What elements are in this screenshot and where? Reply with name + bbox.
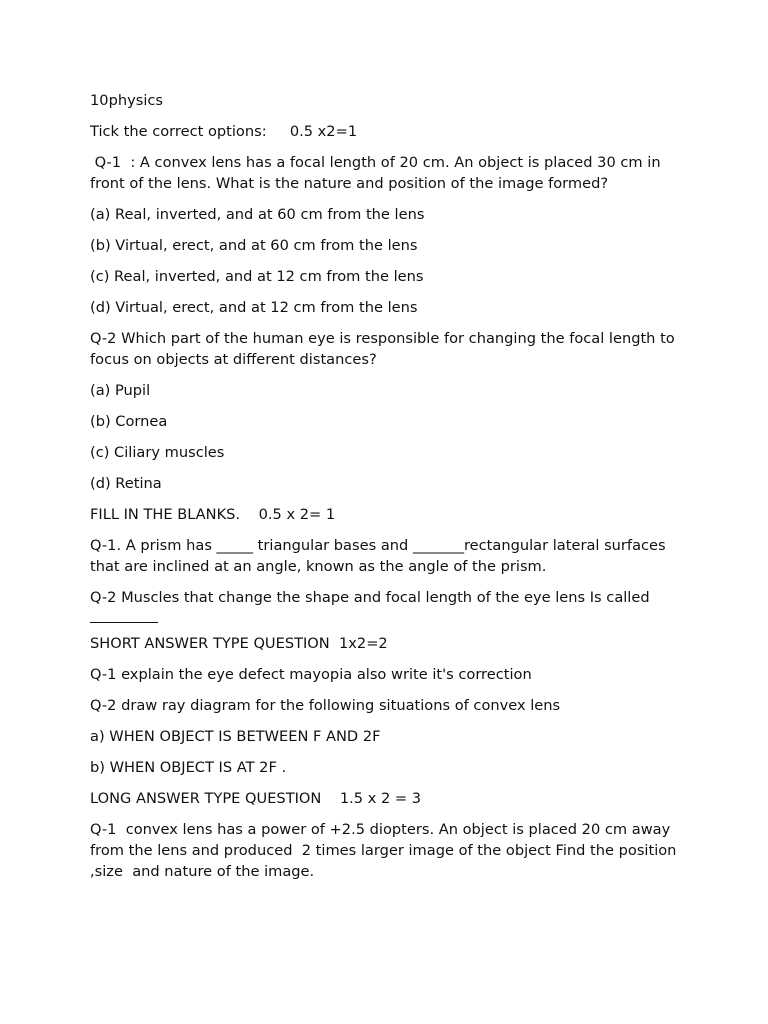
short-answer-heading: SHORT ANSWER TYPE QUESTION 1x2=2 [90,635,388,652]
mcq-question-2: Q-2 Which part of the human eye is responsible for changing the focal length to focus on objects at different distances? [90,330,680,368]
blank-underline [90,621,158,623]
mcq-q2-option-a: (a) Pupil [90,382,151,399]
fill-blanks-question-2: Q-2 Muscles that change the shape and focal length of the eye lens Is called [90,589,650,606]
mcq-q2-option-d: (d) Retina [90,475,162,492]
mcq-question-1: Q-1 : A convex lens has a focal length of 20 cm. An object is placed 30 cm in front of the lens. What is the nature and position of the image formed? [90,154,666,192]
fill-blanks-heading: FILL IN THE BLANKS. 0.5 x 2= 1 [90,506,336,523]
mcq-q1-option-d: (d) Virtual, erect, and at 12 cm from the lens [90,299,418,316]
mcq-q2-option-b: (b) Cornea [90,413,168,430]
mcq-q2-option-c: (c) Ciliary muscles [90,444,225,461]
short-answer-part-a: a) WHEN OBJECT IS BETWEEN F AND 2F [90,728,381,745]
mcq-q1-option-c: (c) Real, inverted, and at 12 cm from the lens [90,268,424,285]
long-answer-heading: LONG ANSWER TYPE QUESTION 1.5 x 2 = 3 [90,790,422,807]
short-answer-question-1: Q-1 explain the eye defect mayopia also write it's correction [90,666,532,683]
long-answer-question-1: Q-1 convex lens has a power of +2.5 diopters. An object is placed 20 cm away from the lens and produced 2 times larger image of the object Find the position ,size and nature of the image. [90,821,682,880]
mcq-q1-option-b: (b) Virtual, erect, and at 60 cm from the lens [90,237,418,254]
document-page [90,90,690,892]
fill-blanks-question-1: Q-1. A prism has _____ triangular bases and _______rectangular lateral surfaces that are inclined at an angle, known as the angle of the prism. [90,537,671,575]
mcq-q1-option-a: (a) Real, inverted, and at 60 cm from the lens [90,206,425,223]
blank-answer-line [90,608,690,629]
mcq-heading: Tick the correct options: 0.5 x2=1 [90,123,358,140]
subject-title: 10physics [90,92,164,109]
short-answer-question-2: Q-2 draw ray diagram for the following situations of convex lens [90,697,561,714]
short-answer-part-b: b) WHEN OBJECT IS AT 2F . [90,759,287,776]
